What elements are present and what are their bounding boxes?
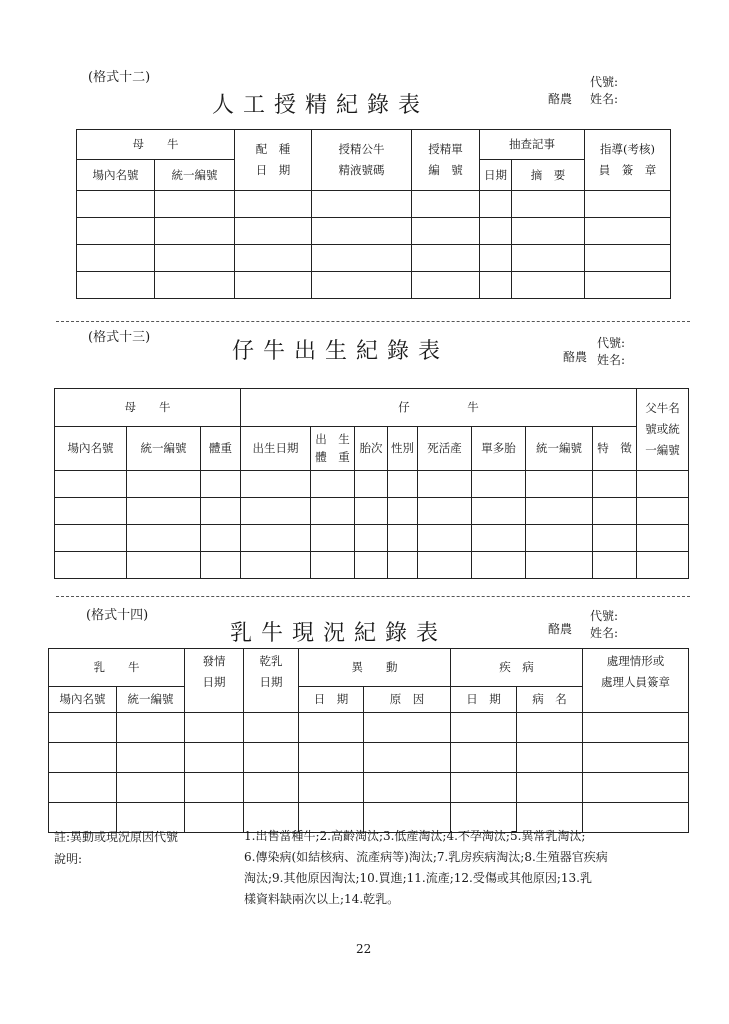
calf-birth-record-table	[54, 388, 689, 579]
note-line: 6.傳染病(如結核病、流產病等)淘汰;7.乳房疾病淘汰;8.生殖器官疾病	[244, 850, 608, 864]
header-disease: 疾 病	[451, 649, 583, 687]
header-dry-date: 乾乳 日期	[244, 649, 299, 713]
header-audit-summary: 摘 要	[512, 160, 585, 191]
header-calf-uid: 統一編號	[526, 427, 593, 471]
note-line: 淘汰;9.其他原因淘汰;10.買進;11.流產;12.受傷或其他原因;13.乳	[244, 871, 593, 885]
header-alive-dead: 死活產	[418, 427, 472, 471]
table-row	[77, 218, 671, 245]
header-sex: 性別	[388, 427, 418, 471]
header-features: 特 徵	[593, 427, 637, 471]
header-dam-uid: 統一編號	[127, 427, 201, 471]
form-title-12: 人工授精紀錄表	[212, 93, 430, 118]
note-line: 1.出售當種牛;2.高齡淘汰;3.低產淘汰;4.不孕淘汰;5.異常乳淘汰;	[244, 829, 586, 843]
header-cow-farm-id: 場內名號	[77, 160, 155, 191]
header-ai-sheet: 授精單 編 號	[412, 130, 480, 191]
farmer-code-name-12	[590, 74, 618, 108]
page-number: 22	[356, 942, 372, 956]
notes-label: 註:異動或現況原因代號 說明:	[54, 830, 179, 866]
table-row	[49, 713, 689, 743]
header-single-multi: 單多胎	[472, 427, 526, 471]
header-cow-uid: 統一編號	[117, 687, 185, 713]
name-label: 姓名:	[590, 626, 619, 640]
header-birth-weight: 出 生 體 重	[311, 427, 355, 471]
table-row	[77, 245, 671, 272]
form-title-14: 乳牛現況紀錄表	[230, 621, 448, 646]
header-dam: 母 牛	[55, 389, 241, 427]
header-breeding-date: 配 種 日 期	[235, 130, 312, 191]
table-row	[55, 498, 689, 525]
farmer-label-12: 酪農	[548, 92, 573, 106]
section-divider	[56, 321, 690, 322]
header-audit: 抽查記事	[480, 130, 585, 160]
format-label-13: (格式十三)	[88, 330, 151, 345]
format-label-12: (格式十二)	[88, 70, 151, 85]
header-birth-date: 出生日期	[241, 427, 311, 471]
table-row	[55, 525, 689, 552]
header-disease-date: 日 期	[451, 687, 517, 713]
table-row	[77, 191, 671, 218]
table-row	[77, 272, 671, 299]
header-estrus-date: 發情 日期	[185, 649, 244, 713]
ai-record-table	[76, 129, 671, 299]
code-label: 代號:	[590, 609, 619, 623]
note-line: 樣資料缺兩次以上;14.乾乳。	[244, 892, 400, 906]
table-row	[55, 552, 689, 579]
header-cow: 乳 牛	[49, 649, 185, 687]
table-row	[55, 471, 689, 498]
header-change-reason: 原 因	[364, 687, 451, 713]
header-supervisor: 指導(考核) 員 簽 章	[585, 130, 671, 191]
header-bull-semen: 授精公牛 精液號碼	[312, 130, 412, 191]
header-cow-uid: 統一編號	[155, 160, 235, 191]
farmer-code-name-14	[590, 608, 618, 642]
header-audit-date: 日期	[480, 160, 512, 191]
header-calf: 仔 牛	[241, 389, 637, 427]
header-cow: 母 牛	[77, 130, 235, 160]
table-row	[49, 773, 689, 803]
farmer-code-name-13	[597, 335, 625, 369]
farmer-label-13: 酪農	[563, 350, 588, 364]
cow-status-record-table	[48, 648, 689, 833]
notes-text	[244, 826, 704, 910]
code-label: 代號:	[590, 75, 619, 89]
table-row	[49, 743, 689, 773]
format-label-14: (格式十四)	[86, 608, 149, 623]
header-sire: 父牛名 號或統 一編號	[637, 389, 689, 471]
code-label: 代號:	[597, 336, 626, 350]
header-disease-name: 病 名	[517, 687, 583, 713]
header-dam-farm-id: 場內名號	[55, 427, 127, 471]
header-change: 異 動	[299, 649, 451, 687]
header-handling: 處理情形或 處理人員簽章	[583, 649, 689, 713]
name-label: 姓名:	[590, 92, 619, 106]
form-title-13: 仔牛出生紀錄表	[232, 339, 450, 364]
header-change-date: 日 期	[299, 687, 364, 713]
name-label: 姓名:	[597, 353, 626, 367]
header-cow-farm-id: 場內名號	[49, 687, 117, 713]
header-parity: 胎次	[355, 427, 388, 471]
section-divider	[56, 596, 690, 597]
farmer-label-14: 酪農	[548, 622, 573, 636]
header-dam-weight: 體重	[201, 427, 241, 471]
